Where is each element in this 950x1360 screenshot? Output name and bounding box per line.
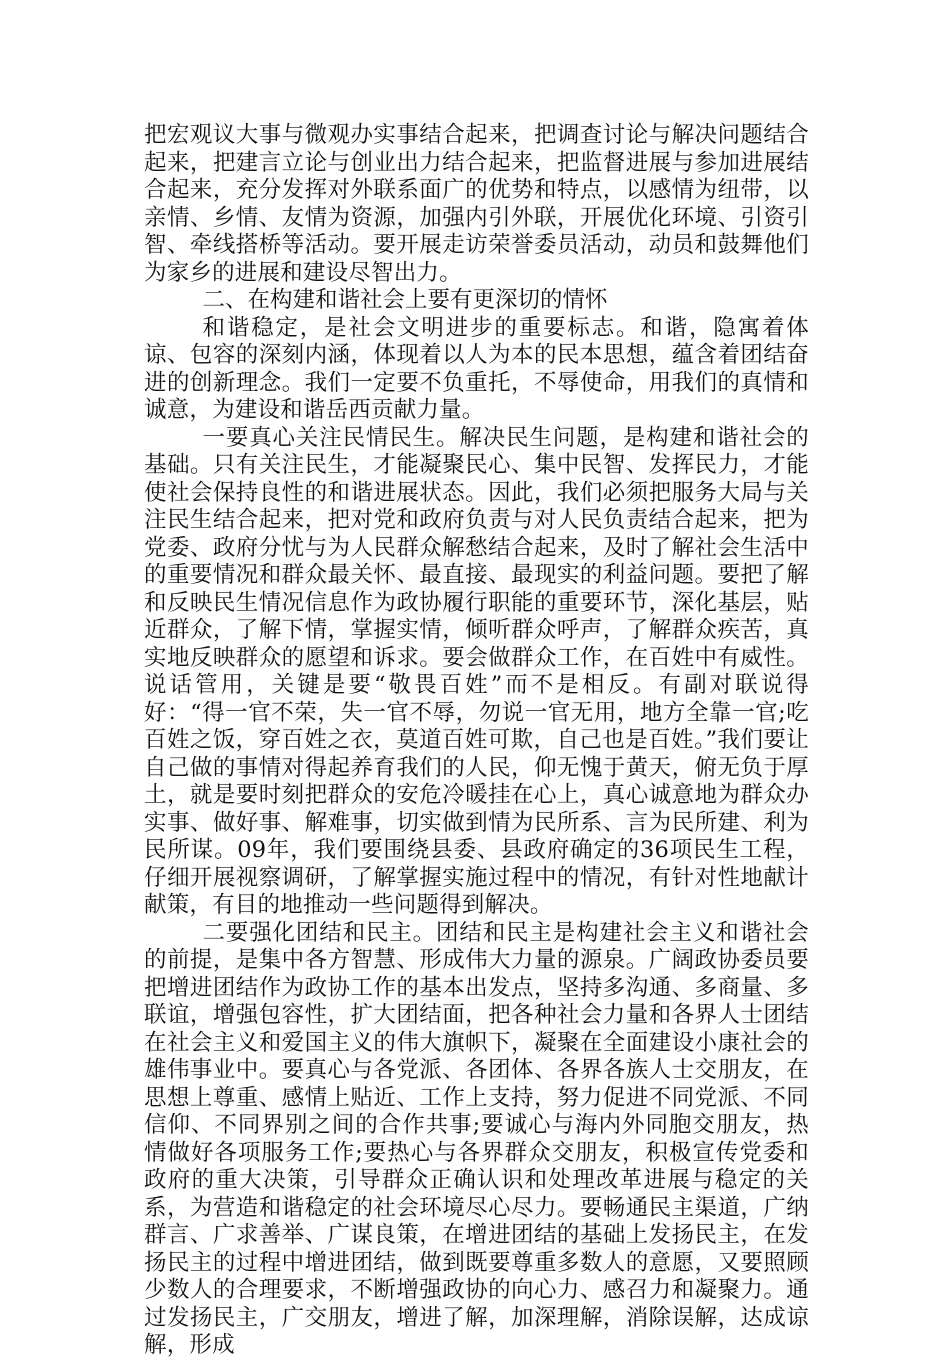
- document-body: [144, 122, 809, 1360]
- paragraph-3: 一要真心关注民情民生。解决民生问题，是构建和谐社会的基础。只有关注民生，才能凝聚民心、集中民智、发挥民力，才能使社会保持良性的和谐进展状态。因此，我们必须把服务大局与关注民生结合起来，把对党和政府负责与对人民负责结合起来，把为党委、政府分忧与为人民群众解愁结合起来，及时了解社会生活中的重要情况和群众最关怀、最直接、最现实的利益问题。要把了解和反映民生情况信息作为政协履行职能的重要环节，深化基层，贴近群众，了解下情，掌握实情，倾听群众呼声，了解群众疾苦，真实地反映群众的愿望和诉求。要会做群众工作，在百姓中有威性。说话管用，关键是要“敬畏百姓”而不是相反。有副对联说得好：“得一官不荣，失一官不辱，勿说一官无用，地方全靠一官;吃百姓之饭，穿百姓之衣，莫道百姓可欺，自己也是百姓。”我们要让自己做的事情对得起养育我们的人民，仰无愧于黄天，俯无负于厚土，就是要时刻把群众的安危冷暖挂在心上，真心诚意地为群众办实事、做好事、解难事，切实做到情为民所系、言为民所建、利为民所谋。09年，我们要围绕县委、县政府确定的36项民生工程，仔细开展视察调研，了解掌握实施过程中的情况，有针对性地献计献策，有目的地推动一些问题得到解决。: [144, 424, 809, 918]
- section-heading-2: 二、在构建和谐社会上要有更深切的情怀: [202, 287, 608, 313]
- paragraph-4: 二要强化团结和民主。团结和民主是构建社会主义和谐社会的前提，是集中各方智慧、形成伟大力量的源泉。广阔政协委员要把增进团结作为政协工作的基本出发点，坚持多沟通、多商量、多联谊，增强包容性，扩大团结面，把各种社会力量和各界人士团结在社会主义和爱国主义的伟大旗帜下，凝聚在全面建设小康社会的雄伟事业中。要真心与各党派、各团体、各界各族人士交朋友，在思想上尊重、感情上贴近、工作上支持，努力促进不同党派、不同信仰、不同界别之间的合作共事;要诚心与海内外同胞交朋友，热情做好各项服务工作;要热心与各界群众交朋友，积极宣传党委和政府的重大决策，引导群众正确认识和处理改革进展与稳定的关系，为营造和谐稳定的社会环境尽心尽力。要畅通民主渠道，广纳群言、广求善举、广谋良策，在增进团结的基础上发扬民主，在发扬民主的过程中增进团结，做到既要尊重多数人的意愿，又要照顾少数人的合理要求，不断增强政协的向心力、感召力和凝聚力。通过发扬民主，广交朋友，增进了解，加深理解，消除误解，达成谅解，形成: [144, 919, 809, 1358]
- paragraph-1: 把宏观议大事与微观办实事结合起来，把调查讨论与解决问题结合起来，把建言立论与创业出力结合起来，把监督进展与参加进展结合起来，充分发挥对外联系面广的优势和特点，以感情为纽带，以亲情、乡情、友情为资源，加强内引外联，开展优化环境、引资引智、牵线搭桥等活动。要开展走访荣誉委员活动，动员和鼓舞他们为家乡的进展和建设尽智出力。: [144, 122, 809, 286]
- paragraph-2: 和谐稳定，是社会文明进步的重要标志。和谐，隐寓着体谅、包容的深刻内涵，体现着以人为本的民本思想，蕴含着团结奋进的创新理念。我们一定要不负重托，不辱使命，用我们的真情和诚意，为建设和谐岳西贡献力量。: [144, 314, 809, 423]
